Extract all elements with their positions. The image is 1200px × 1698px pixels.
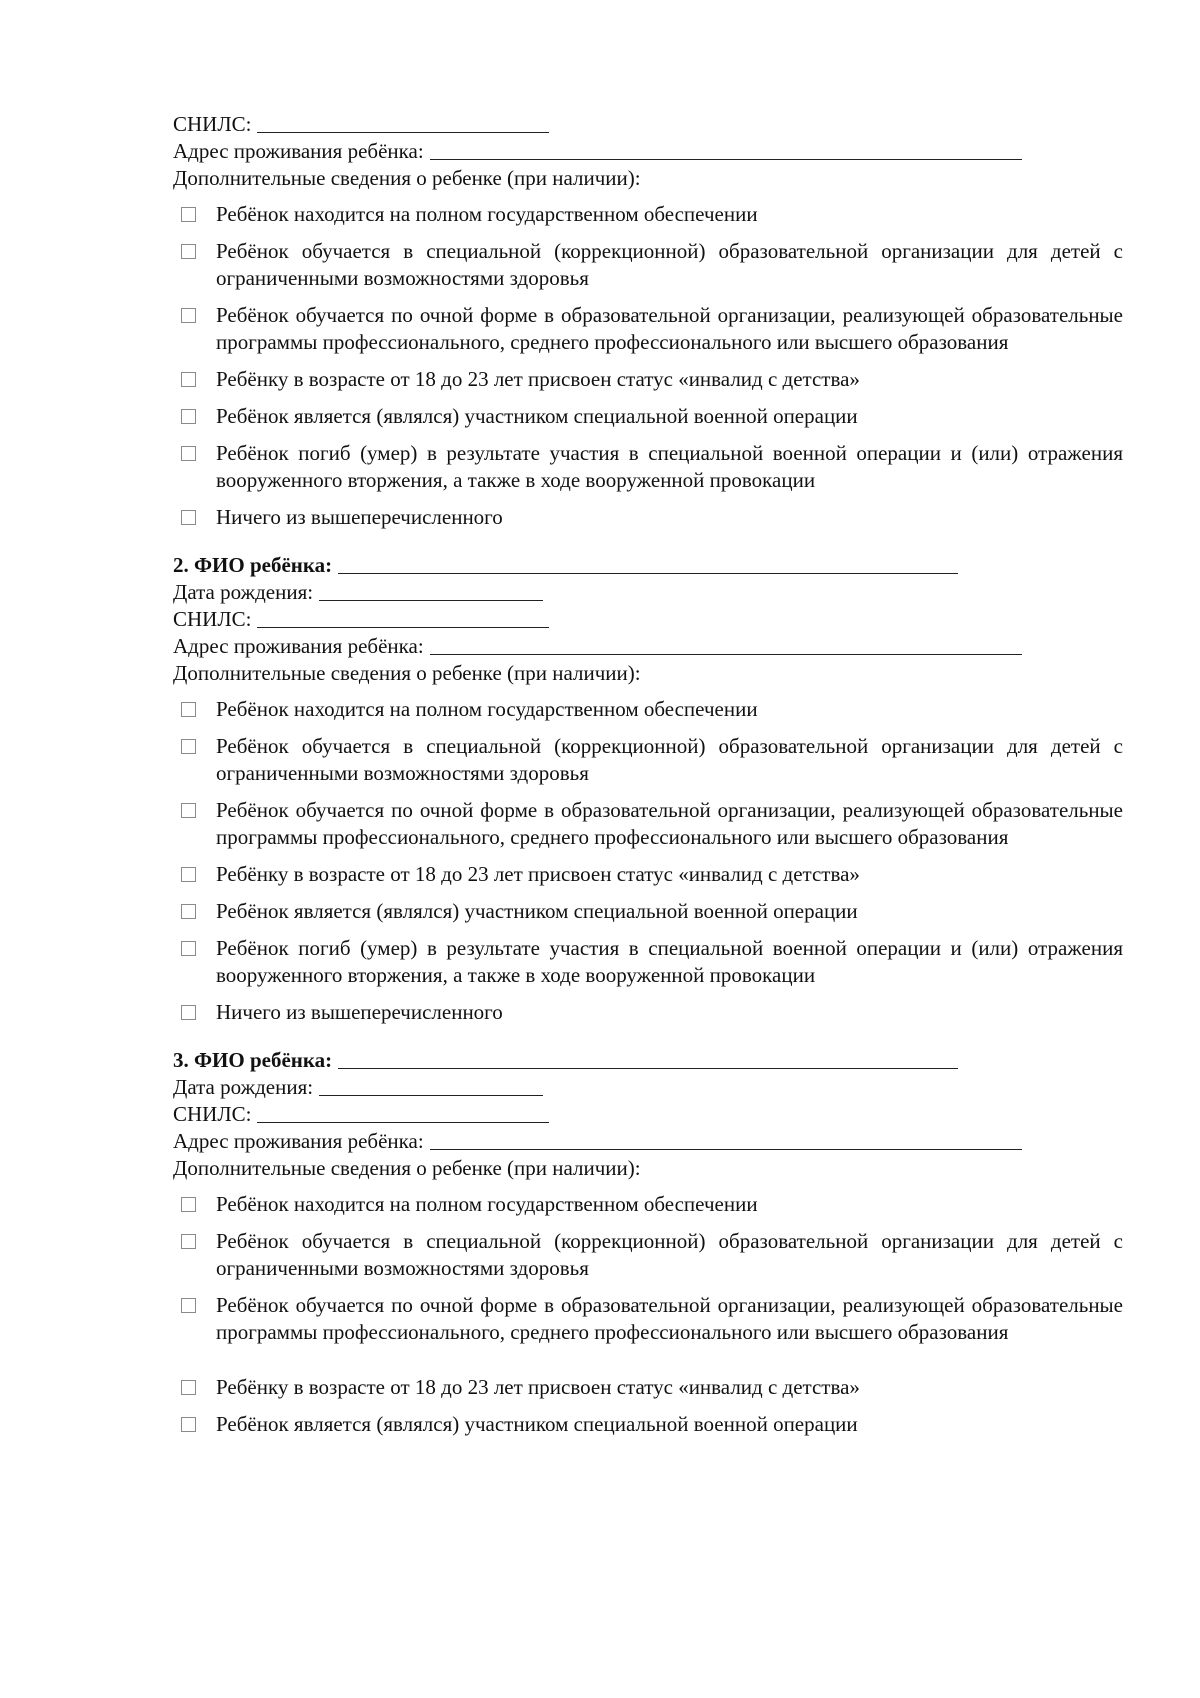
checkbox[interactable] [181,1298,196,1313]
checkbox[interactable] [181,244,196,259]
address-label: Адрес проживания ребёнка: [173,139,424,163]
option-full-time-study[interactable] [173,302,1123,356]
options-list [173,696,1123,1026]
option-label: Ребёнку в возрасте от 18 до 23 лет присвоен статус «инвалид с детства» [216,862,860,886]
option-died-in-svo[interactable] [173,935,1123,989]
option-disabled-since-childhood[interactable] [173,366,1123,393]
options-list [173,201,1123,531]
snils-label: СНИЛС: [173,112,252,136]
address-field[interactable] [430,1129,1022,1150]
option-label: Ребёнок погиб (умер) в результате участия в специальной военной операции и (или) отражения вооруженного вторжения, а также в ходе вооруженной провокации [216,936,1123,987]
option-svo-participant[interactable] [173,898,1123,925]
option-special-education[interactable] [173,1228,1123,1282]
child-name-row [173,552,1123,579]
option-label: Ребёнок является (являлся) участником специальной военной операции [216,899,858,923]
option-special-education[interactable] [173,733,1123,787]
birthdate-field[interactable] [319,580,543,601]
snils-field[interactable] [257,607,549,628]
option-full-state-support[interactable] [173,696,1123,723]
option-label: Ребёнок является (являлся) участником специальной военной операции [216,1412,858,1436]
birthdate-row [173,1074,1123,1101]
option-label: Ребёнок обучается по очной форме в образовательной организации, реализующей образовательные программы профессионального, среднего профессионального или высшего образования [216,798,1123,849]
option-disabled-since-childhood[interactable] [173,1374,1123,1401]
checkbox[interactable] [181,1234,196,1249]
address-label: Адрес проживания ребёнка: [173,1129,424,1153]
option-none[interactable] [173,504,1123,531]
birthdate-label: Дата рождения: [173,580,314,604]
option-label: Ребёнок находится на полном государственном обеспечении [216,697,758,721]
options-list [173,1191,1123,1438]
option-label: Ребёнок обучается в специальной (коррекционной) образовательной организации для детей с ограниченными возможностями здоровья [216,239,1123,290]
address-field[interactable] [430,634,1022,655]
option-died-in-svo[interactable] [173,440,1123,494]
option-label: Ничего из вышеперечисленного [216,505,503,529]
snils-label: СНИЛС: [173,1102,252,1126]
child-name-label: 2. ФИО ребёнка: [173,553,333,577]
checkbox[interactable] [181,446,196,461]
birthdate-label: Дата рождения: [173,1075,314,1099]
birthdate-row [173,579,1123,606]
snils-row [173,1101,1123,1128]
extra-info-label: Дополнительные сведения о ребенке (при наличии): [173,1156,641,1180]
child-name-field[interactable] [338,553,958,574]
option-label: Ребёнок обучается по очной форме в образовательной организации, реализующей образовательные программы профессионального, среднего профессионального или высшего образования [216,1293,1123,1344]
child-3-section [173,1047,1123,1438]
snils-label: СНИЛС: [173,607,252,631]
address-label: Адрес проживания ребёнка: [173,634,424,658]
option-label: Ребёнку в возрасте от 18 до 23 лет присвоен статус «инвалид с детства» [216,1375,860,1399]
option-label: Ребёнок погиб (умер) в результате участия в специальной военной операции и (или) отражения вооруженного вторжения, а также в ходе вооруженной провокации [216,441,1123,492]
option-label: Ребёнок обучается по очной форме в образовательной организации, реализующей образовательные программы профессионального, среднего профессионального или высшего образования [216,303,1123,354]
address-field[interactable] [430,139,1022,160]
snils-field[interactable] [257,112,549,133]
checkbox[interactable] [181,941,196,956]
option-label: Ребёнку в возрасте от 18 до 23 лет присвоен статус «инвалид с детства» [216,367,860,391]
checkbox[interactable] [181,904,196,919]
checkbox[interactable] [181,1380,196,1395]
checkbox[interactable] [181,409,196,424]
option-svo-participant[interactable] [173,403,1123,430]
checkbox[interactable] [181,739,196,754]
checkbox[interactable] [181,702,196,717]
child-1-section [173,111,1123,531]
option-svo-participant[interactable] [173,1411,1123,1438]
option-label: Ребёнок обучается в специальной (коррекционной) образовательной организации для детей с ограниченными возможностями здоровья [216,734,1123,785]
checkbox[interactable] [181,510,196,525]
checkbox[interactable] [181,1197,196,1212]
child-name-field[interactable] [338,1048,958,1069]
form-content [173,111,1123,1448]
checkbox[interactable] [181,803,196,818]
option-full-state-support[interactable] [173,201,1123,228]
option-label: Ребёнок находится на полном государственном обеспечении [216,202,758,226]
address-row [173,1128,1123,1155]
option-special-education[interactable] [173,238,1123,292]
option-full-time-study[interactable] [173,1292,1123,1346]
birthdate-field[interactable] [319,1075,543,1096]
address-row [173,138,1123,165]
snils-row [173,606,1123,633]
extra-info-label: Дополнительные сведения о ребенке (при наличии): [173,166,641,190]
snils-row [173,111,1123,138]
snils-field[interactable] [257,1102,549,1123]
checkbox[interactable] [181,867,196,882]
option-label: Ребёнок находится на полном государственном обеспечении [216,1192,758,1216]
checkbox[interactable] [181,308,196,323]
checkbox[interactable] [181,1005,196,1020]
option-label: Ребёнок является (являлся) участником специальной военной операции [216,404,858,428]
option-none[interactable] [173,999,1123,1026]
checkbox[interactable] [181,207,196,222]
extra-info-label: Дополнительные сведения о ребенке (при наличии): [173,661,641,685]
child-2-section [173,552,1123,1026]
option-disabled-since-childhood[interactable] [173,861,1123,888]
child-name-row [173,1047,1123,1074]
option-label: Ребёнок обучается в специальной (коррекционной) образовательной организации для детей с ограниченными возможностями здоровья [216,1229,1123,1280]
option-label: Ничего из вышеперечисленного [216,1000,503,1024]
option-full-state-support[interactable] [173,1191,1123,1218]
child-name-label: 3. ФИО ребёнка: [173,1048,333,1072]
option-full-time-study[interactable] [173,797,1123,851]
address-row [173,633,1123,660]
checkbox[interactable] [181,1417,196,1432]
checkbox[interactable] [181,372,196,387]
